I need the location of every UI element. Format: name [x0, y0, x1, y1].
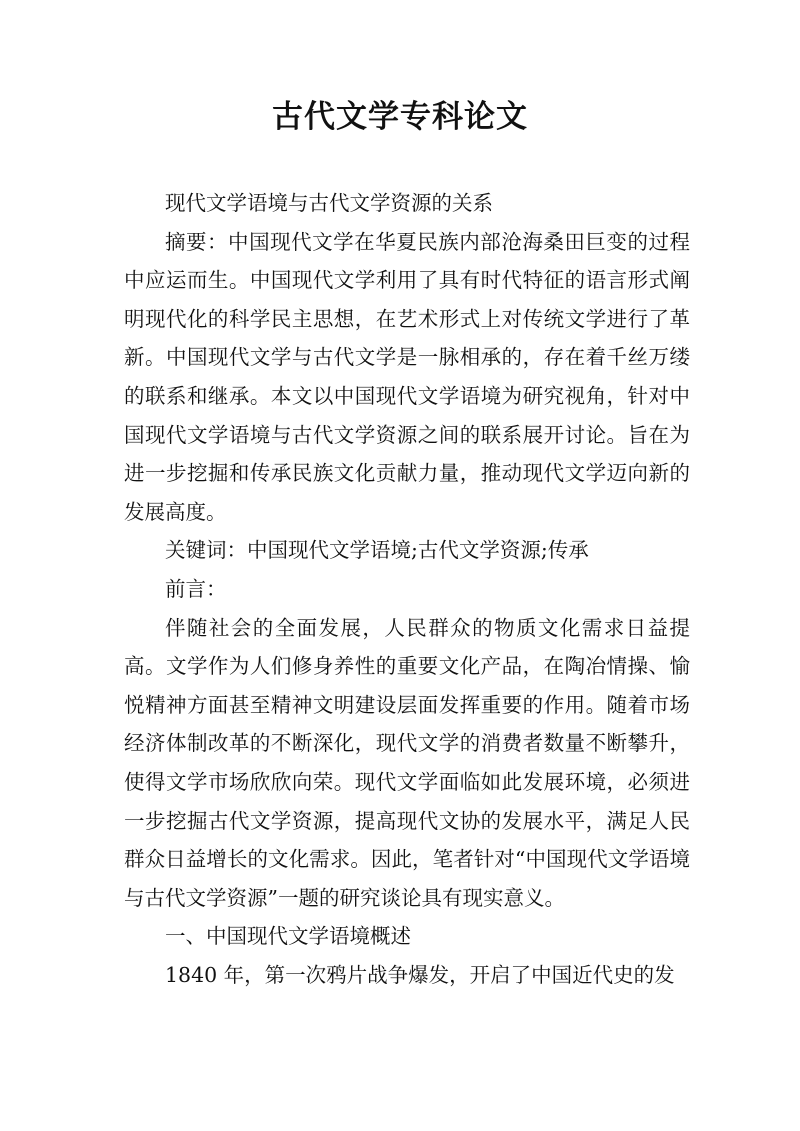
keywords-paragraph: 关键词：中国现代文学语境;古代文学资源;传承 [165, 538, 589, 563]
section-heading: 一、中国现代文学语境概述 [165, 924, 411, 949]
document-title: 古代文学专科论文 [272, 99, 528, 135]
document-body [124, 184, 690, 994]
preface-heading: 前言： [165, 576, 227, 601]
preface-paragraph: 伴随社会的全面发展，人民群众的物质文化需求日益提高。文学作为人们修身养性的重要文化产品，在陶冶情操、愉悦精神方面甚至精神文明建设层面发挥重要的作用。随着市场经济体制改革的不断深化，现代文学的消费者数量不断攀升，使得文学市场欣欣向荣。现代文学面临如此发展环境，必须进一步挖掘古代文学资源，提高现代文协的发展水平，满足人民群众日益增长的文化需求。因此，笔者针对“中国现代文学语境与古代文学资源”一题的研究谈论具有现实意义。 [124, 615, 690, 910]
abstract-paragraph: 摘要：中国现代文学在华夏民族内部沧海桑田巨变的过程中应运而生。中国现代文学利用了具有时代特征的语言形式阐明现代化的科学民主思想，在艺术形式上对传统文学进行了革新。中国现代文学与古代文学是一脉相承的，存在着千丝万缕的联系和继承。本文以中国现代文学语境为研究视角，针对中国现代文学语境与古代文学资源之间的联系展开讨论。旨在为进一步挖掘和传承民族文化贡献力量，推动现代文学迈向新的发展高度。 [124, 229, 690, 524]
subtitle-paragraph: 现代文学语境与古代文学资源的关系 [165, 191, 493, 215]
section-paragraph: 1840 年，第一次鸦片战争爆发，开启了中国近代史的发 [165, 962, 675, 987]
